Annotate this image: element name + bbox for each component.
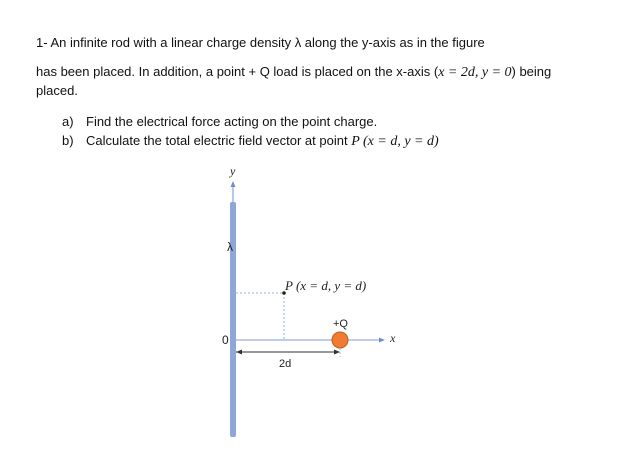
problem-line-2-math: x = 2d, y = 0 [438, 65, 512, 80]
item-b-text: Calculate the total electric field vector at point [86, 133, 348, 148]
problem-line-2-start: has been placed. In addition, a point + Q load is placed on the x-axis ( [36, 64, 439, 79]
problem-line-1: 1- An infinite rod with a linear charge density λ along the y-axis as in the figure [36, 35, 485, 50]
problem-line-3: placed. [36, 83, 78, 98]
x-axis-label: x [390, 331, 396, 345]
distance-label: 2d [279, 358, 292, 370]
y-axis-label: y [230, 164, 236, 178]
item-a-text: Find the electrical force acting on the point charge. [86, 114, 378, 129]
origin-label: 0 [222, 333, 229, 347]
charge-label: +Q [333, 318, 348, 330]
charged-rod [230, 202, 236, 437]
item-b-marker: b) [62, 133, 74, 148]
item-a-marker: a) [62, 114, 74, 129]
point-p-label: P (x = d, y = d) [285, 278, 367, 293]
distance-arrow-right [334, 350, 340, 355]
problem-line-2-end: ) being [511, 64, 552, 79]
distance-arrow-left [236, 350, 242, 355]
charge-q [332, 332, 348, 348]
y-axis-arrowhead [231, 181, 236, 187]
item-b-math: P (x = d, y = d) [351, 134, 439, 149]
x-axis-arrowhead [379, 338, 385, 343]
lambda-label: λ [227, 240, 233, 254]
